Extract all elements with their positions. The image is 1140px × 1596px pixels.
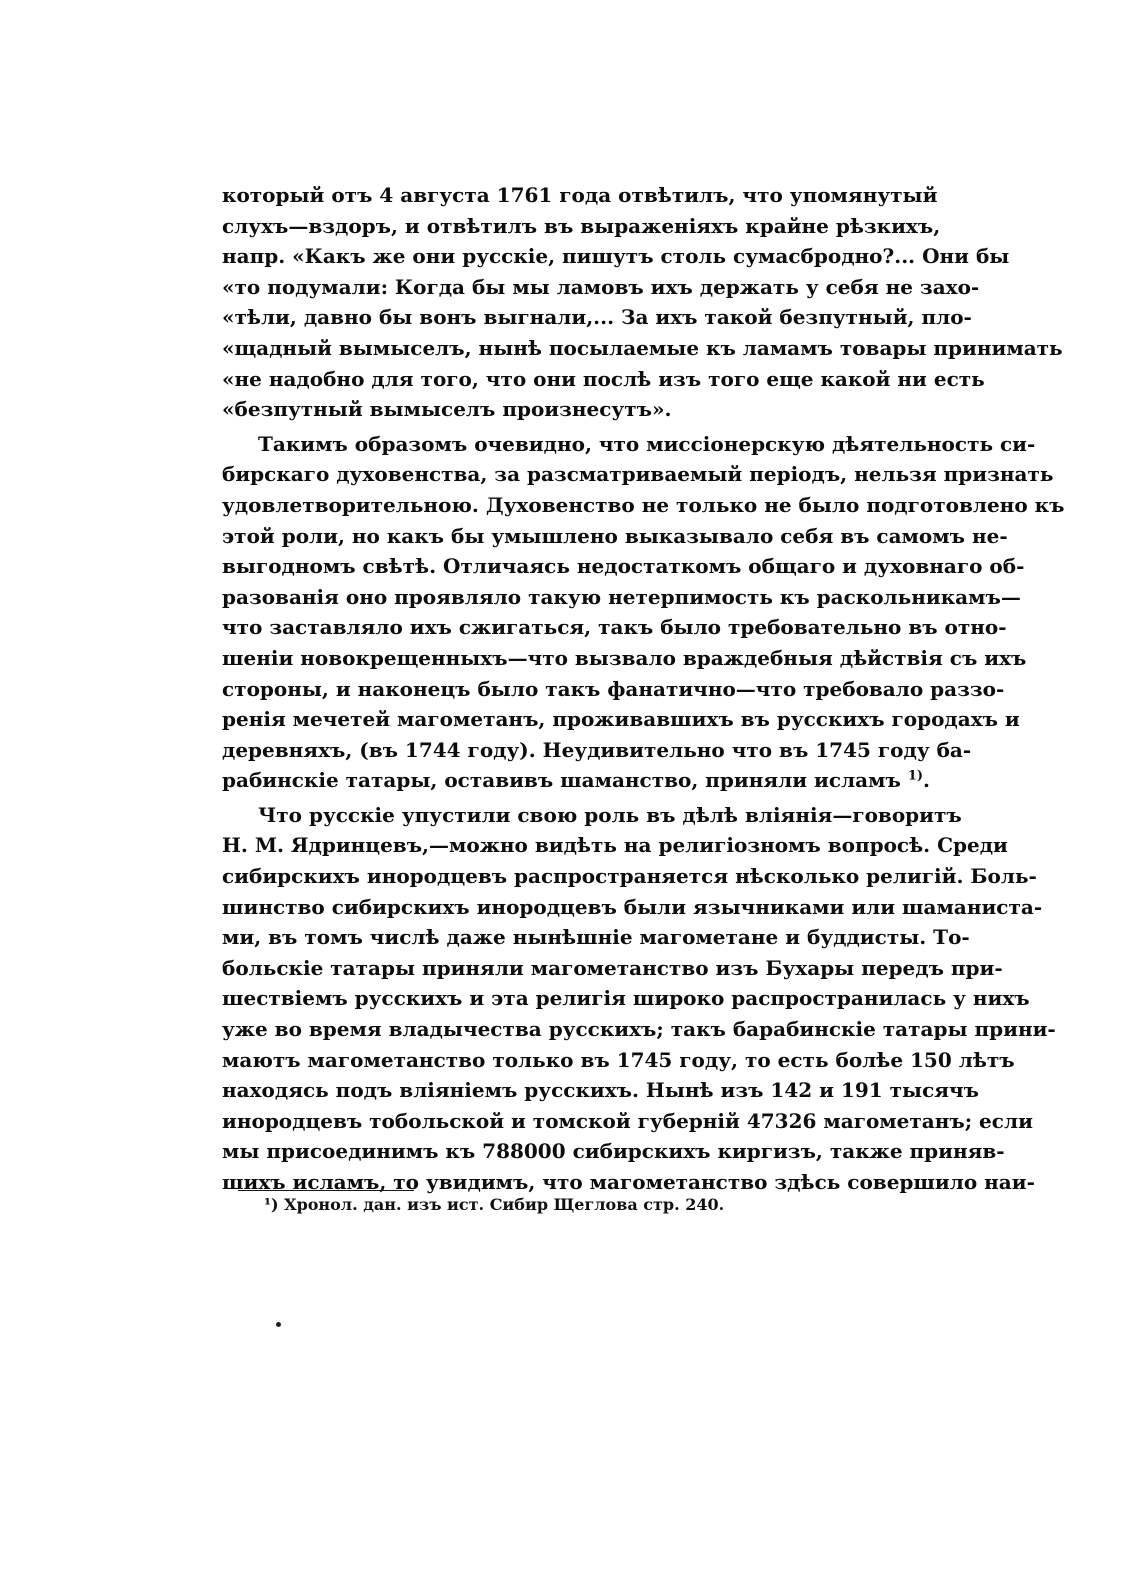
- text-line: шихъ исламъ, то увидимъ, что магометанство здѣсь совершило наи-: [222, 1170, 1035, 1194]
- text-line: бирскаго духовенства, за разсматриваемый періодъ, нельзя признать: [222, 462, 1054, 487]
- text-line: Н. М. Ядринцевъ,—можно видѣть на религіозномъ вопросѣ. Среди: [222, 833, 1008, 858]
- text-line: «то подумали: Когда бы мы ламовъ ихъ держать у себя не захо-: [222, 274, 980, 299]
- text-line: «безпутный вымыселъ произнесутъ».: [222, 397, 672, 422]
- text-line: Такимъ образомъ очевидно, что миссіонерскую дѣятельность си-: [258, 431, 1036, 456]
- text-line: который отъ 4 августа 1761 года отвѣтилъ, что упомянутый: [222, 183, 938, 207]
- text-line: «не надобно для того, что они послѣ изъ того еще какой ни есть: [222, 366, 985, 391]
- paragraph: [222, 800, 1056, 1198]
- text-line: уже во время владычества русскихъ; такъ барабинскіе татары прини-: [222, 1017, 1056, 1042]
- text-line: ренія мечетей магометанъ, проживавшихъ въ русскихъ городахъ и: [222, 707, 1020, 732]
- text-line: «тѣли, давно бы вонъ выгнали,... За ихъ такой безпутный, пло-: [222, 305, 972, 330]
- text-line: «щадный вымыселъ, нынѣ посылаемые къ ламамъ товары принимать: [222, 335, 1063, 360]
- text-line-content: рабинскіе татары, оставивъ шаманство, приняли исламъ: [222, 768, 901, 793]
- text-line: находясь подъ вліяніемъ русскихъ. Нынѣ изъ 142 и 191 тысячъ: [222, 1078, 980, 1103]
- text-line: маютъ магометанство только въ 1745 году, то есть болѣе 150 лѣтъ: [222, 1047, 1015, 1072]
- paragraph: [222, 429, 1065, 796]
- text-line: выгодномъ свѣтѣ. Отличаясь недостаткомъ общаго и духовнаго об-: [222, 554, 1025, 579]
- text-line: деревняхъ, (въ 1744 году). Неудивительно что въ 1745 году ба-: [222, 737, 972, 762]
- text-line: инородцевъ тобольской и томской губерній 47326 магометанъ; если: [222, 1108, 1033, 1133]
- text-line: разованія оно проявляло такую нетерпимость къ раскольникамъ—: [222, 584, 1021, 609]
- text-line: что заставляло ихъ сжигаться, такъ было требовательно въ отно-: [222, 615, 1007, 640]
- text-line: стороны, и наконецъ было такъ фанатично—что требовало раззо-: [222, 676, 1005, 701]
- text-line: шеніи новокрещенныхъ—что вызвало враждебныя дѣйствія съ ихъ: [222, 645, 1027, 670]
- speck-mark: [276, 1322, 281, 1327]
- text-line: рабинскіе татары, оставивъ шаманство, приняли исламъ $^{1)}$.: [222, 768, 930, 793]
- footnote-divider: [238, 1190, 414, 1191]
- text-line: мы присоединимъ къ 788000 сибирскихъ киргизъ, также приняв-: [222, 1139, 1005, 1164]
- body-text: [222, 180, 1065, 1198]
- text-line: больскіе татары приняли магометанство изъ Бухары передъ при-: [222, 955, 1003, 980]
- text-line: шествіемъ русскихъ и эта религія широко распространилась у нихъ: [222, 986, 1030, 1011]
- text-line: шинство сибирскихъ инородцевъ были язычниками или шаманиста-: [222, 894, 1043, 919]
- text-line: слухъ—вздоръ, и отвѣтилъ въ выраженіяхъ крайне рѣзкихъ,: [222, 213, 941, 238]
- text-line: удовлетворительною. Духовенство не только не было подготовлено къ: [222, 492, 1065, 517]
- footnote-reference: 1): [907, 768, 924, 784]
- text-line: сибирскихъ инородцевъ распространяется нѣсколько религій. Боль-: [222, 864, 1037, 889]
- footnote: ¹) Хронол. дан. изъ ист. Сибир Щеглова стр. 240.: [264, 1195, 725, 1214]
- paragraph: [222, 180, 1063, 425]
- text-line: напр. «Какъ же они русскіе, пишутъ столь сумасбродно?... Они бы: [222, 244, 1010, 269]
- text-line: ми, въ томъ числѣ даже нынѣшніе магометане и буддисты. То-: [222, 925, 970, 950]
- text-line: этой роли, но какъ бы умышлено выказывало себя въ самомъ не-: [222, 523, 1008, 548]
- text-line: Что русскіе упустили свою роль въ дѣлѣ вліянія—говоритъ: [258, 802, 962, 827]
